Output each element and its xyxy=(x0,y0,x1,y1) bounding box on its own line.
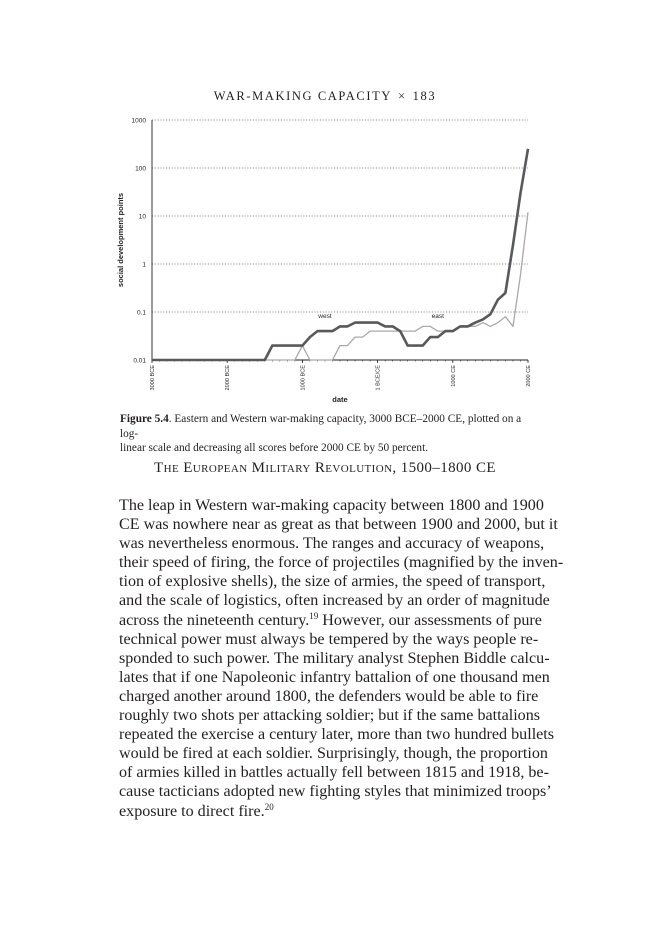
body-line: technical power must always be tempered by the ways people re- xyxy=(119,630,539,648)
page-number: 183 xyxy=(412,89,437,103)
body-line: charged another around 1800, the defenders would be able to fire xyxy=(119,687,539,705)
series-line-east xyxy=(152,212,528,360)
caption-line-1 xyxy=(120,413,521,440)
body-line: was nevertheless enormous. The ranges and accuracy of weapons, xyxy=(119,535,545,553)
y-tick-label: 1000 xyxy=(131,117,146,125)
body-line: CE was nowhere near as great as that between 1900 and 2000, but it xyxy=(119,516,558,534)
running-head-title: WAR-MAKING CAPACITY xyxy=(213,89,392,103)
body-line: would be fired at each soldier. Surprisingly, though, the proportion xyxy=(119,745,548,763)
footnote-marker: 19 xyxy=(309,610,319,621)
body-line: of armies killed in battles actually fell between 1815 and 1918, be- xyxy=(119,764,549,782)
body-line-with-footnote xyxy=(119,802,531,821)
body-line: The leap in Western war-making capacity between 1800 and 1900 xyxy=(119,497,544,514)
y-tick-label: 100 xyxy=(135,165,146,173)
x-tick-label: 1000 CE xyxy=(450,365,457,387)
y-tick-label: 0.01 xyxy=(133,357,146,365)
series-label: east xyxy=(431,312,444,320)
body-line: sponded to such power. The military analyst Stephen Biddle calcu- xyxy=(119,649,550,667)
y-tick-label: 0.1 xyxy=(136,309,146,317)
body-line-part: exposure to direct fire. xyxy=(119,802,265,820)
body-paragraph xyxy=(119,496,564,821)
body-line-part: across the nineteenth century. xyxy=(119,611,310,629)
y-axis-title: social development points xyxy=(116,192,125,288)
figure-label: Figure 5.4 xyxy=(120,413,169,425)
body-line: roughly two shots per attacking soldier; but if the same battalions xyxy=(119,707,541,725)
x-tick-label: 3000 BCE xyxy=(150,365,156,391)
y-tick-label: 1 xyxy=(142,261,146,269)
body-line: and the scale of logistics, often increased by an order of magnitude xyxy=(119,592,550,610)
body-line: lates that if one Napoleonic infantry battalion of one thousand men xyxy=(119,668,550,686)
caption-text-1: . Eastern and Western war-making capacity, 3000 BCE–2000 CE, plotted on a log- xyxy=(120,413,522,440)
x-tick-label: 1 BCE/CE xyxy=(375,365,382,391)
section-heading: The European Military Revolution, 1500–1800 CE xyxy=(154,460,496,476)
body-line: their speed of firing, the force of projectiles (magnified by the inven- xyxy=(119,554,564,572)
running-head xyxy=(0,89,650,104)
series-line-west xyxy=(152,149,528,360)
x-tick-label: 2000 CE xyxy=(526,365,532,387)
body-line-with-footnote xyxy=(119,610,542,630)
caption-line-2: linear scale and decreasing all scores before 2000 CE by 50 percent. xyxy=(120,442,429,454)
body-line: tion of explosive shells), the size of armies, the speed of transport, xyxy=(119,573,546,591)
figure-caption xyxy=(120,412,532,456)
x-axis-title: date xyxy=(332,395,348,404)
x-tick-label: 1000 BCE xyxy=(300,365,307,391)
war-making-capacity-chart xyxy=(110,112,540,408)
body-line: cause tacticians adopted new fighting styles that minimized troops’ xyxy=(119,783,552,801)
body-line-part: However, our assessments of pure xyxy=(318,611,542,629)
series-label: west xyxy=(318,312,332,320)
x-tick-label: 2000 BCE xyxy=(225,365,232,391)
body-line: repeated the exercise a century later, more than two hundred bullets xyxy=(119,726,555,744)
y-tick-label: 10 xyxy=(138,213,146,221)
footnote-marker: 20 xyxy=(264,801,274,812)
running-head-separator: × xyxy=(398,89,407,103)
